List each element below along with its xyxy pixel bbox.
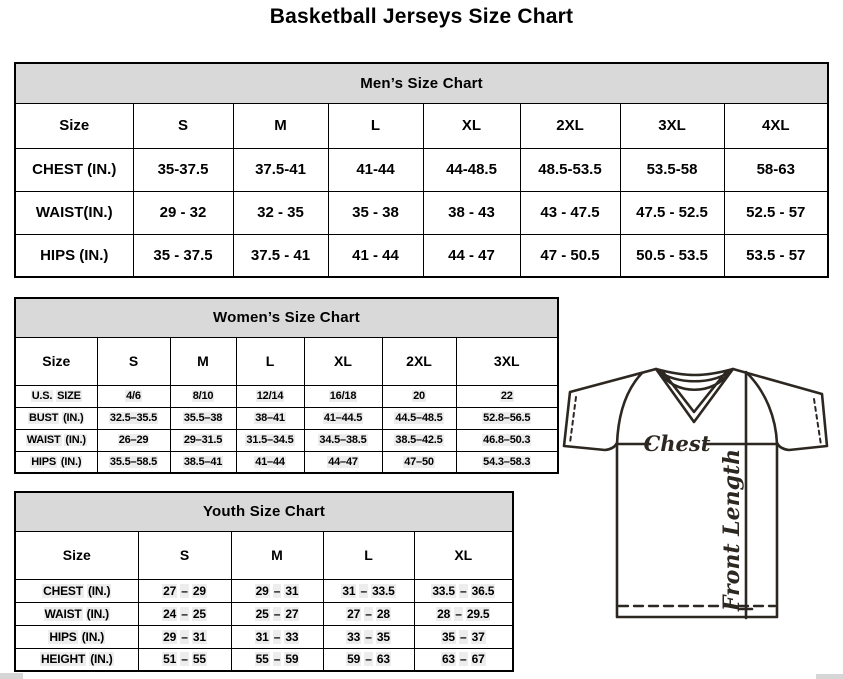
size-value-cell: 29 - 32 bbox=[133, 191, 233, 234]
size-value-cell: 22 bbox=[456, 385, 558, 407]
column-header: S bbox=[138, 531, 231, 579]
jersey-outline-icon bbox=[556, 358, 840, 630]
size-value-cell: 27 – 29 bbox=[138, 579, 231, 602]
size-value-cell: 16/18 bbox=[304, 385, 382, 407]
size-value-cell: 37.5-41 bbox=[233, 148, 328, 191]
size-value-cell: 41–44 bbox=[236, 451, 304, 473]
row-label: HIPS (IN.) bbox=[15, 625, 138, 648]
size-value-cell: 29 – 31 bbox=[138, 625, 231, 648]
chest-measure-label: Chest bbox=[643, 431, 711, 456]
size-value-cell: 8/10 bbox=[170, 385, 236, 407]
size-value-cell: 35 – 37 bbox=[414, 625, 513, 648]
size-value-cell: 44.5–48.5 bbox=[382, 407, 456, 429]
column-header: XL bbox=[304, 337, 382, 385]
size-value-cell: 47.5 - 52.5 bbox=[620, 191, 724, 234]
mens-size-chart-table bbox=[14, 62, 827, 278]
size-value-cell: 41 - 44 bbox=[328, 234, 423, 277]
size-value-cell: 43 - 47.5 bbox=[520, 191, 620, 234]
youth-size-chart-table bbox=[14, 491, 512, 672]
size-value-cell: 25 – 27 bbox=[231, 602, 323, 625]
column-header: M bbox=[231, 531, 323, 579]
size-value-cell: 33 – 35 bbox=[323, 625, 414, 648]
size-value-cell: 32 - 35 bbox=[233, 191, 328, 234]
size-value-cell: 37.5 - 41 bbox=[233, 234, 328, 277]
size-value-cell: 53.5 - 57 bbox=[724, 234, 828, 277]
size-value-cell: 33.5 – 36.5 bbox=[414, 579, 513, 602]
column-header: M bbox=[170, 337, 236, 385]
size-value-cell: 54.3–58.3 bbox=[456, 451, 558, 473]
size-value-cell: 12/14 bbox=[236, 385, 304, 407]
size-value-cell: 32.5–35.5 bbox=[97, 407, 170, 429]
size-value-cell: 38.5–42.5 bbox=[382, 429, 456, 451]
size-value-cell: 28 – 29.5 bbox=[414, 602, 513, 625]
size-value-cell: 53.5-58 bbox=[620, 148, 724, 191]
column-header: M bbox=[233, 103, 328, 148]
size-value-cell: 38.5–41 bbox=[170, 451, 236, 473]
row-label: WAIST(IN.) bbox=[15, 191, 133, 234]
column-header: S bbox=[97, 337, 170, 385]
size-value-cell: 48.5-53.5 bbox=[520, 148, 620, 191]
column-header: XL bbox=[414, 531, 513, 579]
scrollbar-fragment-left bbox=[0, 673, 23, 679]
size-value-cell: 35 - 37.5 bbox=[133, 234, 233, 277]
size-value-cell: 50.5 - 53.5 bbox=[620, 234, 724, 277]
column-header: L bbox=[328, 103, 423, 148]
row-label: HIPS (IN.) bbox=[15, 234, 133, 277]
column-header: L bbox=[323, 531, 414, 579]
size-value-cell: 31 – 33.5 bbox=[323, 579, 414, 602]
size-value-cell: 31 – 33 bbox=[231, 625, 323, 648]
size-value-cell: 38–41 bbox=[236, 407, 304, 429]
row-label: WAIST (IN.) bbox=[15, 602, 138, 625]
size-header: Size bbox=[15, 531, 138, 579]
size-value-cell: 44–47 bbox=[304, 451, 382, 473]
size-value-cell: 27 – 28 bbox=[323, 602, 414, 625]
size-value-cell: 4/6 bbox=[97, 385, 170, 407]
column-header: 4XL bbox=[724, 103, 828, 148]
size-value-cell: 41-44 bbox=[328, 148, 423, 191]
size-value-cell: 34.5–38.5 bbox=[304, 429, 382, 451]
row-label: CHEST (IN.) bbox=[15, 579, 138, 602]
row-label: HIPS (IN.) bbox=[15, 451, 97, 473]
table-title: Youth Size Chart bbox=[15, 492, 513, 531]
size-value-cell: 58-63 bbox=[724, 148, 828, 191]
size-value-cell: 46.8–50.3 bbox=[456, 429, 558, 451]
size-value-cell: 35.5–38 bbox=[170, 407, 236, 429]
size-value-cell: 38 - 43 bbox=[423, 191, 520, 234]
size-value-cell: 51 – 55 bbox=[138, 648, 231, 671]
size-value-cell: 41–44.5 bbox=[304, 407, 382, 429]
column-header: XL bbox=[423, 103, 520, 148]
size-value-cell: 29–31.5 bbox=[170, 429, 236, 451]
size-header: Size bbox=[15, 337, 97, 385]
scrollbar-fragment-right bbox=[816, 674, 843, 679]
size-value-cell: 26–29 bbox=[97, 429, 170, 451]
front-length-measure-label: Front Length bbox=[719, 448, 745, 612]
size-value-cell: 31.5–34.5 bbox=[236, 429, 304, 451]
size-value-cell: 35-37.5 bbox=[133, 148, 233, 191]
column-header: 2XL bbox=[520, 103, 620, 148]
size-header: Size bbox=[15, 103, 133, 148]
row-label: BUST (IN.) bbox=[15, 407, 97, 429]
row-label: HEIGHT (IN.) bbox=[15, 648, 138, 671]
column-header: 2XL bbox=[382, 337, 456, 385]
size-value-cell: 59 – 63 bbox=[323, 648, 414, 671]
size-value-cell: 55 – 59 bbox=[231, 648, 323, 671]
size-value-cell: 24 – 25 bbox=[138, 602, 231, 625]
column-header: L bbox=[236, 337, 304, 385]
table-title: Women’s Size Chart bbox=[15, 298, 558, 337]
table-title: Men’s Size Chart bbox=[15, 63, 828, 103]
size-value-cell: 29 – 31 bbox=[231, 579, 323, 602]
size-value-cell: 52.5 - 57 bbox=[724, 191, 828, 234]
size-value-cell: 20 bbox=[382, 385, 456, 407]
column-header: 3XL bbox=[456, 337, 558, 385]
size-value-cell: 44-48.5 bbox=[423, 148, 520, 191]
row-label: U.S. SIZE bbox=[15, 385, 97, 407]
row-label: WAIST (IN.) bbox=[15, 429, 97, 451]
jersey-measurement-diagram bbox=[556, 358, 840, 630]
row-label: CHEST (IN.) bbox=[15, 148, 133, 191]
page-title: Basketball Jerseys Size Chart bbox=[269, 5, 574, 28]
size-value-cell: 47 - 50.5 bbox=[520, 234, 620, 277]
column-header: 3XL bbox=[620, 103, 724, 148]
size-value-cell: 44 - 47 bbox=[423, 234, 520, 277]
column-header: S bbox=[133, 103, 233, 148]
size-value-cell: 35.5–58.5 bbox=[97, 451, 170, 473]
womens-size-chart-table bbox=[14, 297, 557, 474]
size-value-cell: 35 - 38 bbox=[328, 191, 423, 234]
size-value-cell: 52.8–56.5 bbox=[456, 407, 558, 429]
size-value-cell: 47–50 bbox=[382, 451, 456, 473]
size-value-cell: 63 – 67 bbox=[414, 648, 513, 671]
